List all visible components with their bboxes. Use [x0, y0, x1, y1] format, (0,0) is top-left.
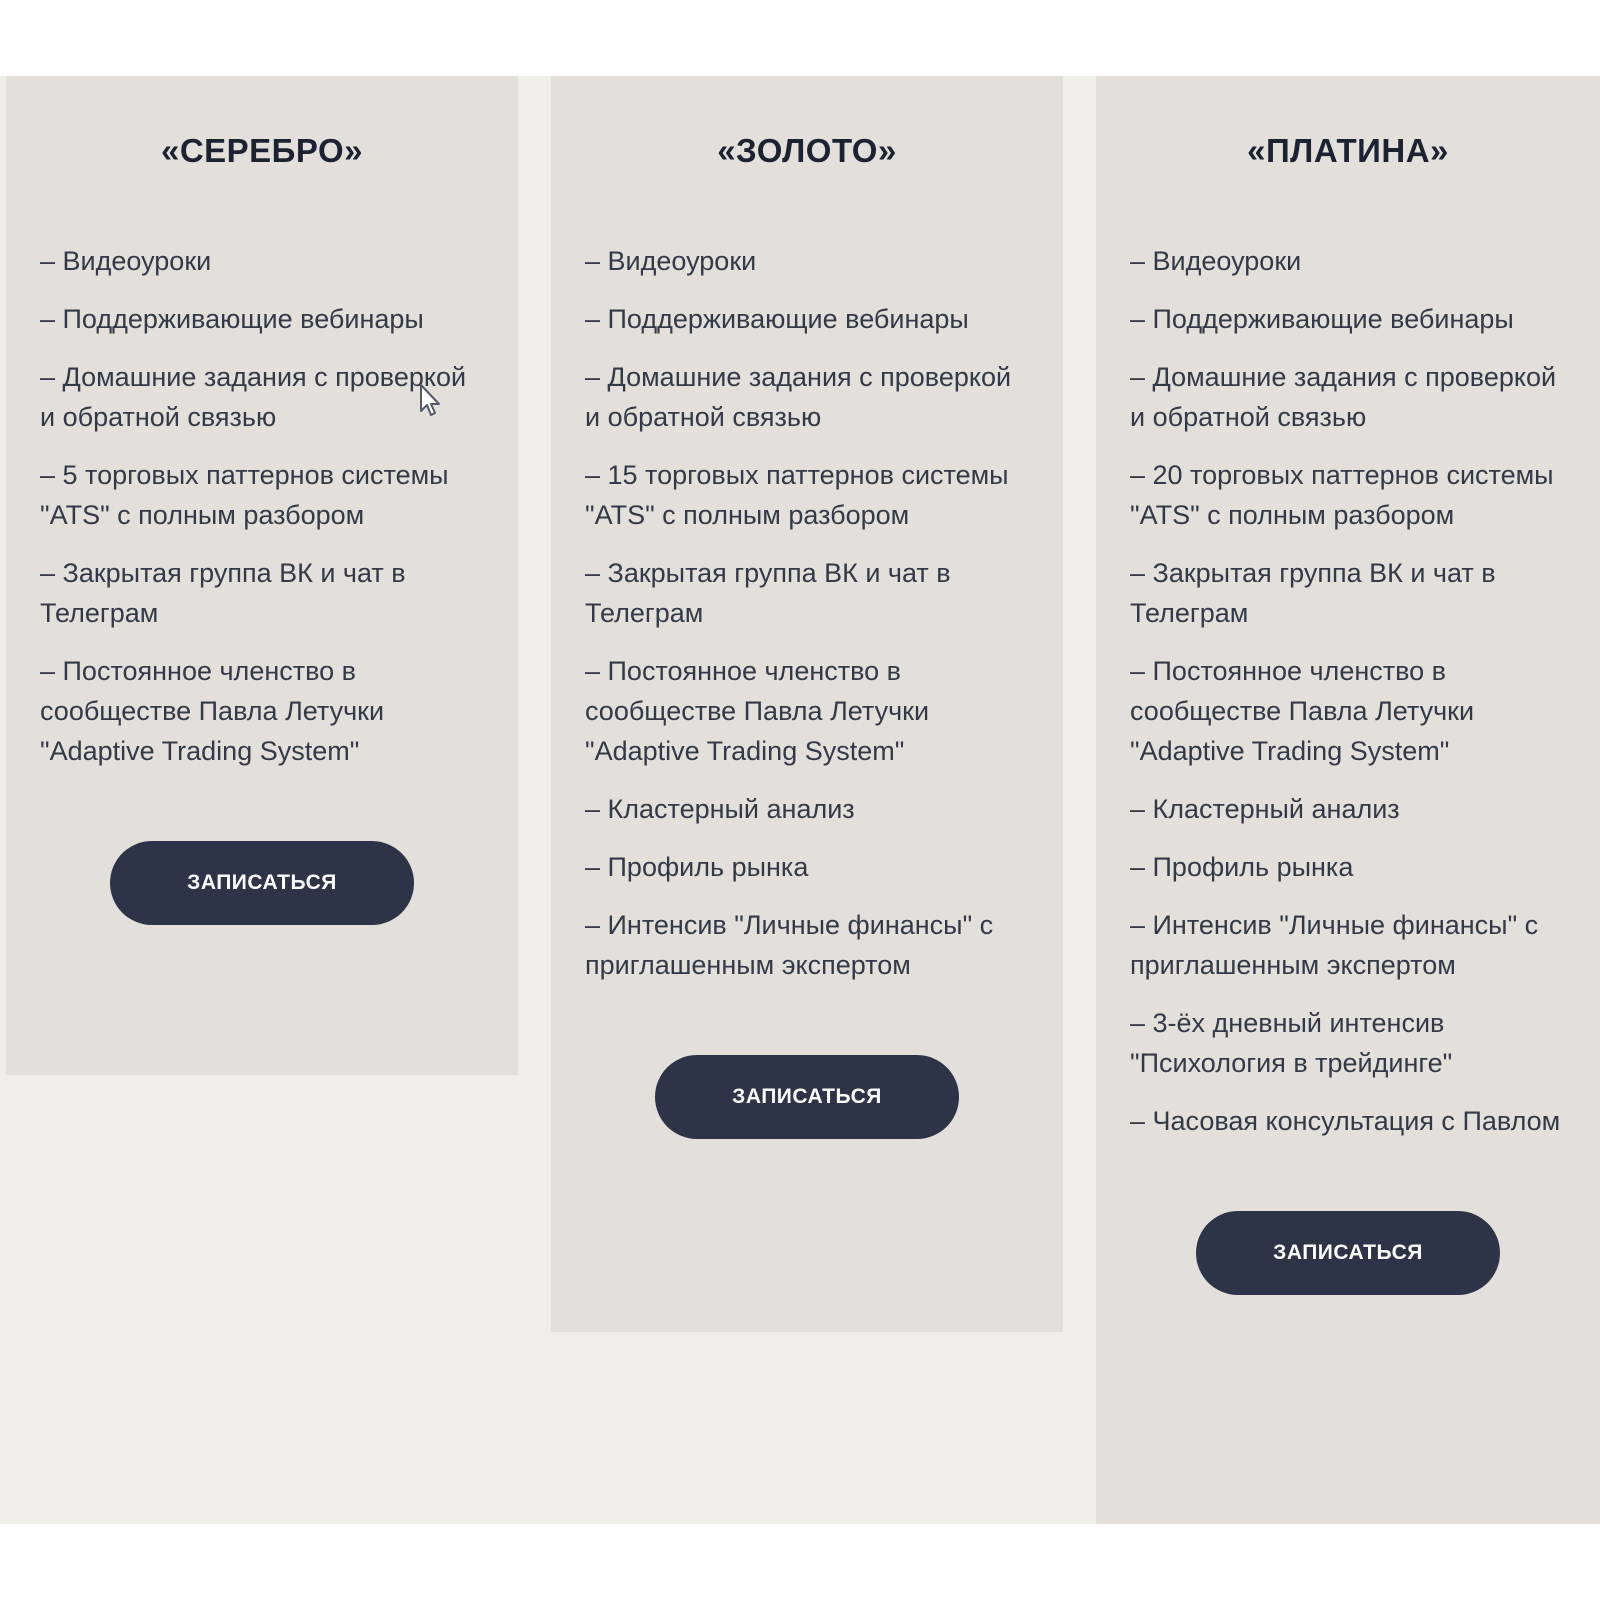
plan-title: «ПЛАТИНА» — [1247, 132, 1449, 169]
feature-item: – Видеоуроки — [40, 246, 212, 276]
feature-item: – Видеоуроки — [1130, 246, 1302, 276]
feature-item: – Постоянное членство в сообществе Павла Летучки "Adaptive Trading System" — [585, 656, 930, 766]
feature-item: – Видеоуроки — [585, 246, 757, 276]
feature-item: – Закрытая группа ВК и чат в Телеграм — [1130, 558, 1496, 628]
feature-item: – Закрытая группа ВК и чат в Телеграм — [585, 558, 951, 628]
signup-button-platinum[interactable]: ЗАПИСАТЬСЯ — [1196, 1211, 1500, 1295]
plan-card-platinum — [1096, 76, 1600, 1524]
feature-item: – Кластерный анализ — [585, 794, 855, 824]
feature-item: – Домашние задания с проверкой и обратной связью — [585, 362, 1012, 432]
signup-button-silver[interactable]: ЗАПИСАТЬСЯ — [110, 841, 414, 925]
feature-item: – 20 торговых паттернов системы "ATS" с полным разбором — [1130, 460, 1554, 530]
feature-list — [585, 241, 1029, 985]
plan-title: «СЕРЕБРО» — [160, 132, 364, 169]
feature-item: – Домашние задания с проверкой и обратной связью — [1130, 362, 1557, 432]
feature-item: – Поддерживающие вебинары — [40, 304, 424, 334]
feature-item: – Поддерживающие вебинары — [585, 304, 969, 334]
feature-item: – Закрытая группа ВК и чат в Телеграм — [40, 558, 406, 628]
feature-item: – Поддерживающие вебинары — [1130, 304, 1514, 334]
mouse-pointer-icon — [419, 383, 443, 419]
signup-button-gold[interactable]: ЗАПИСАТЬСЯ — [655, 1055, 959, 1139]
feature-list — [40, 241, 484, 771]
feature-item: – Постоянное членство в сообществе Павла Летучки "Adaptive Trading System" — [40, 656, 385, 766]
feature-item: – Часовая консультация с Павлом — [1130, 1106, 1561, 1136]
plan-card-gold — [551, 76, 1063, 1332]
plan-title: «ЗОЛОТО» — [717, 132, 897, 169]
feature-item: – Домашние задания с проверкой и обратной связью — [40, 362, 467, 432]
feature-item: – 5 торговых паттернов системы "ATS" с полным разбором — [40, 460, 449, 530]
feature-item: – Кластерный анализ — [1130, 794, 1400, 824]
feature-item: – 3-ёх дневный интенсив "Психология в трейдинге" — [1130, 1008, 1453, 1078]
plan-card-silver — [6, 76, 518, 1075]
feature-item: – Профиль рынка — [585, 852, 809, 882]
feature-item: – Постоянное членство в сообществе Павла Летучки "Adaptive Trading System" — [1130, 656, 1475, 766]
feature-item: – Интенсив "Личные финансы" с приглашенным экспертом — [585, 910, 994, 980]
feature-item: – Интенсив "Личные финансы" с приглашенным экспертом — [1130, 910, 1539, 980]
feature-item: – Профиль рынка — [1130, 852, 1354, 882]
feature-list — [1130, 241, 1566, 1141]
feature-item: – 15 торговых паттернов системы "ATS" с полным разбором — [585, 460, 1009, 530]
